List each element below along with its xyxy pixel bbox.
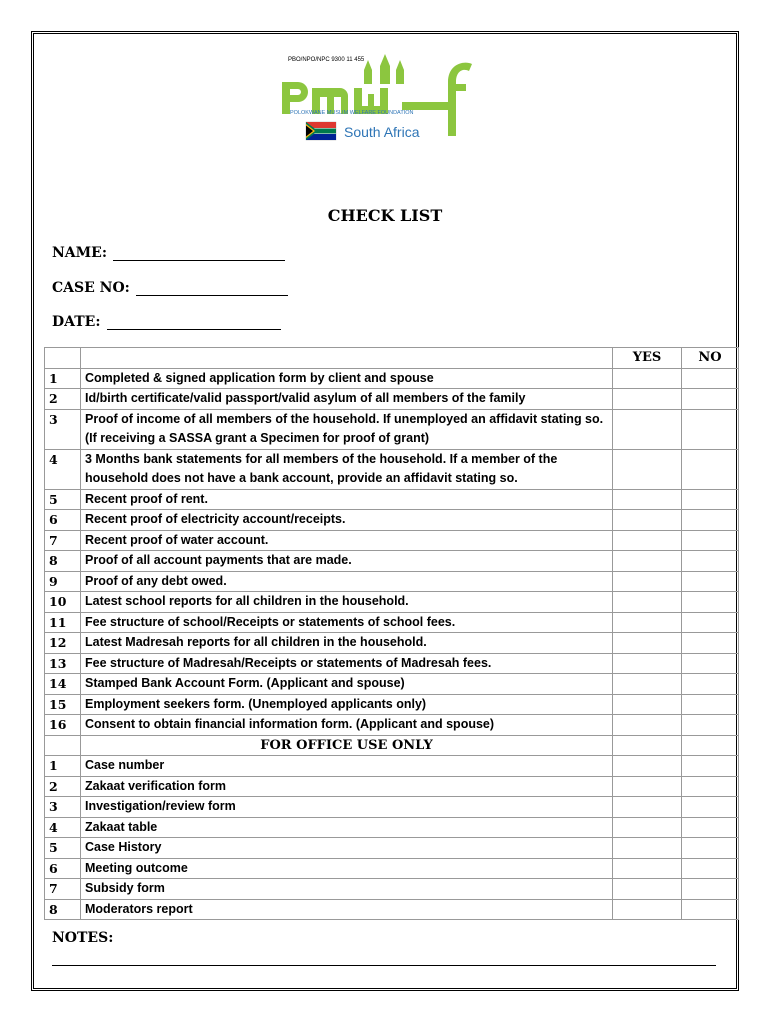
item-description: 3 Months bank statements for all members of the household. If a member of the household does not have a bank account, provide an affidavit stating so. bbox=[81, 449, 613, 489]
yes-checkbox-cell[interactable] bbox=[613, 530, 682, 551]
no-checkbox-cell[interactable] bbox=[682, 449, 739, 489]
yes-checkbox-cell[interactable] bbox=[613, 817, 682, 838]
yes-header: YES bbox=[613, 348, 682, 369]
item-description: Completed & signed application form by client and spouse bbox=[81, 368, 613, 389]
item-number: 1 bbox=[45, 756, 81, 777]
yes-checkbox-cell[interactable] bbox=[613, 694, 682, 715]
yes-checkbox-cell[interactable] bbox=[613, 592, 682, 613]
item-number: 14 bbox=[45, 674, 81, 695]
item-description: Zakaat verification form bbox=[81, 776, 613, 797]
yes-checkbox-cell[interactable] bbox=[613, 838, 682, 859]
item-description: Zakaat table bbox=[81, 817, 613, 838]
table-row bbox=[45, 653, 739, 674]
item-description: Id/birth certificate/valid passport/valid asylum of all members of the family bbox=[81, 389, 613, 410]
item-number: 2 bbox=[45, 776, 81, 797]
table-row bbox=[45, 756, 739, 777]
table-row bbox=[45, 489, 739, 510]
no-checkbox-cell[interactable] bbox=[682, 368, 739, 389]
item-number: 1 bbox=[45, 368, 81, 389]
no-header: NO bbox=[682, 348, 739, 369]
no-checkbox-cell[interactable] bbox=[682, 551, 739, 572]
checklist-table bbox=[44, 347, 739, 920]
item-description: Case number bbox=[81, 756, 613, 777]
table-row bbox=[45, 530, 739, 551]
yes-checkbox-cell[interactable] bbox=[613, 612, 682, 633]
item-number: 3 bbox=[45, 797, 81, 818]
date-field bbox=[52, 314, 281, 330]
registration-number: PBO/NPO/NPC 9300 11 455 bbox=[288, 57, 365, 63]
pmwf-logo bbox=[268, 52, 488, 152]
date-label: DATE: bbox=[52, 314, 101, 330]
table-row bbox=[45, 592, 739, 613]
no-checkbox-cell[interactable] bbox=[682, 409, 739, 449]
page-title: CHECK LIST bbox=[327, 206, 443, 225]
date-input-line[interactable] bbox=[107, 315, 281, 330]
table-row bbox=[45, 368, 739, 389]
item-number: 4 bbox=[45, 817, 81, 838]
item-description: Recent proof of electricity account/receipts. bbox=[81, 510, 613, 531]
logo-country: South Africa bbox=[344, 124, 420, 140]
item-description: Stamped Bank Account Form. (Applicant and spouse) bbox=[81, 674, 613, 695]
item-number: 10 bbox=[45, 592, 81, 613]
no-checkbox-cell[interactable] bbox=[682, 612, 739, 633]
name-label: NAME: bbox=[52, 245, 107, 261]
item-number: 16 bbox=[45, 715, 81, 736]
item-description: Proof of all account payments that are made. bbox=[81, 551, 613, 572]
yes-checkbox-cell[interactable] bbox=[613, 489, 682, 510]
no-checkbox-cell[interactable] bbox=[682, 694, 739, 715]
yes-checkbox-cell[interactable] bbox=[613, 715, 682, 736]
name-field bbox=[52, 245, 285, 261]
yes-checkbox-cell[interactable] bbox=[613, 409, 682, 449]
no-checkbox-cell[interactable] bbox=[682, 817, 739, 838]
item-description: Proof of income of all members of the household. If unemployed an affidavit stating so. (If receiving a SASSA grant a Specimen for proof of grant) bbox=[81, 409, 613, 449]
no-checkbox-cell[interactable] bbox=[682, 776, 739, 797]
item-description: Fee structure of Madresah/Receipts or statements of Madresah fees. bbox=[81, 653, 613, 674]
yes-checkbox-cell[interactable] bbox=[613, 389, 682, 410]
yes-checkbox-cell[interactable] bbox=[613, 368, 682, 389]
notes-line[interactable] bbox=[52, 965, 716, 966]
item-description: Latest Madresah reports for all children in the household. bbox=[81, 633, 613, 654]
table-row bbox=[45, 715, 739, 736]
item-description: Proof of any debt owed. bbox=[81, 571, 613, 592]
no-checkbox-cell[interactable] bbox=[682, 530, 739, 551]
item-description: Case History bbox=[81, 838, 613, 859]
table-row bbox=[45, 571, 739, 592]
item-description: Fee structure of school/Receipts or statements of school fees. bbox=[81, 612, 613, 633]
no-checkbox-cell[interactable] bbox=[682, 653, 739, 674]
item-number: 15 bbox=[45, 694, 81, 715]
yes-checkbox-cell[interactable] bbox=[613, 633, 682, 654]
item-number: 6 bbox=[45, 510, 81, 531]
yes-checkbox-cell[interactable] bbox=[613, 674, 682, 695]
item-number: 8 bbox=[45, 551, 81, 572]
no-checkbox-cell[interactable] bbox=[682, 510, 739, 531]
item-number: 7 bbox=[45, 879, 81, 900]
item-description: Meeting outcome bbox=[81, 858, 613, 879]
yes-checkbox-cell[interactable] bbox=[613, 653, 682, 674]
no-checkbox-cell[interactable] bbox=[682, 858, 739, 879]
item-number: 11 bbox=[45, 612, 81, 633]
no-checkbox-cell[interactable] bbox=[682, 838, 739, 859]
no-checkbox-cell[interactable] bbox=[682, 489, 739, 510]
item-description: Recent proof of water account. bbox=[81, 530, 613, 551]
yes-checkbox-cell[interactable] bbox=[613, 510, 682, 531]
item-number: 9 bbox=[45, 571, 81, 592]
yes-checkbox-cell[interactable] bbox=[613, 899, 682, 920]
no-checkbox-cell[interactable] bbox=[682, 756, 739, 777]
logo-subtitle: POLOKWANE MUSLIM WELFARE FOUNDATION bbox=[290, 110, 414, 116]
item-number: 5 bbox=[45, 838, 81, 859]
table-row bbox=[45, 551, 739, 572]
item-description: Subsidy form bbox=[81, 879, 613, 900]
no-checkbox-cell[interactable] bbox=[682, 592, 739, 613]
no-checkbox-cell[interactable] bbox=[682, 674, 739, 695]
office-header-row bbox=[45, 735, 739, 756]
table-header-row bbox=[45, 348, 739, 369]
item-description: Investigation/review form bbox=[81, 797, 613, 818]
yes-checkbox-cell[interactable] bbox=[613, 449, 682, 489]
office-use-header: FOR OFFICE USE ONLY bbox=[81, 735, 613, 756]
table-row bbox=[45, 899, 739, 920]
item-number: 4 bbox=[45, 449, 81, 489]
item-number: 7 bbox=[45, 530, 81, 551]
item-number: 3 bbox=[45, 409, 81, 449]
table-row bbox=[45, 389, 739, 410]
item-description: Employment seekers form. (Unemployed applicants only) bbox=[81, 694, 613, 715]
case-input-line[interactable] bbox=[136, 281, 288, 296]
name-input-line[interactable] bbox=[113, 246, 285, 261]
no-checkbox-cell[interactable] bbox=[682, 715, 739, 736]
item-number: 5 bbox=[45, 489, 81, 510]
yes-checkbox-cell[interactable] bbox=[613, 551, 682, 572]
item-description: Recent proof of rent. bbox=[81, 489, 613, 510]
table-row bbox=[45, 838, 739, 859]
notes-label: NOTES: bbox=[52, 930, 114, 946]
table-row bbox=[45, 612, 739, 633]
table-row bbox=[45, 694, 739, 715]
case-field bbox=[52, 280, 288, 296]
table-row bbox=[45, 797, 739, 818]
no-checkbox-cell[interactable] bbox=[682, 899, 739, 920]
table-row bbox=[45, 510, 739, 531]
table-row bbox=[45, 776, 739, 797]
case-label: CASE NO: bbox=[52, 280, 130, 296]
no-checkbox-cell[interactable] bbox=[682, 571, 739, 592]
yes-checkbox-cell[interactable] bbox=[613, 879, 682, 900]
table-row bbox=[45, 633, 739, 654]
yes-checkbox-cell[interactable] bbox=[613, 756, 682, 777]
table-row bbox=[45, 449, 739, 489]
no-checkbox-cell[interactable] bbox=[682, 797, 739, 818]
no-checkbox-cell[interactable] bbox=[682, 879, 739, 900]
item-description: Latest school reports for all children in the household. bbox=[81, 592, 613, 613]
item-number: 13 bbox=[45, 653, 81, 674]
table-row bbox=[45, 409, 739, 449]
yes-checkbox-cell[interactable] bbox=[613, 776, 682, 797]
item-description: Moderators report bbox=[81, 899, 613, 920]
no-checkbox-cell[interactable] bbox=[682, 633, 739, 654]
yes-checkbox-cell[interactable] bbox=[613, 797, 682, 818]
item-number: 2 bbox=[45, 389, 81, 410]
no-checkbox-cell[interactable] bbox=[682, 389, 739, 410]
yes-checkbox-cell[interactable] bbox=[613, 571, 682, 592]
table-row bbox=[45, 817, 739, 838]
table-row bbox=[45, 858, 739, 879]
table-row bbox=[45, 674, 739, 695]
yes-checkbox-cell[interactable] bbox=[613, 858, 682, 879]
item-number: 8 bbox=[45, 899, 81, 920]
item-description: Consent to obtain financial information form. (Applicant and spouse) bbox=[81, 715, 613, 736]
table-row bbox=[45, 879, 739, 900]
item-number: 12 bbox=[45, 633, 81, 654]
item-number: 6 bbox=[45, 858, 81, 879]
